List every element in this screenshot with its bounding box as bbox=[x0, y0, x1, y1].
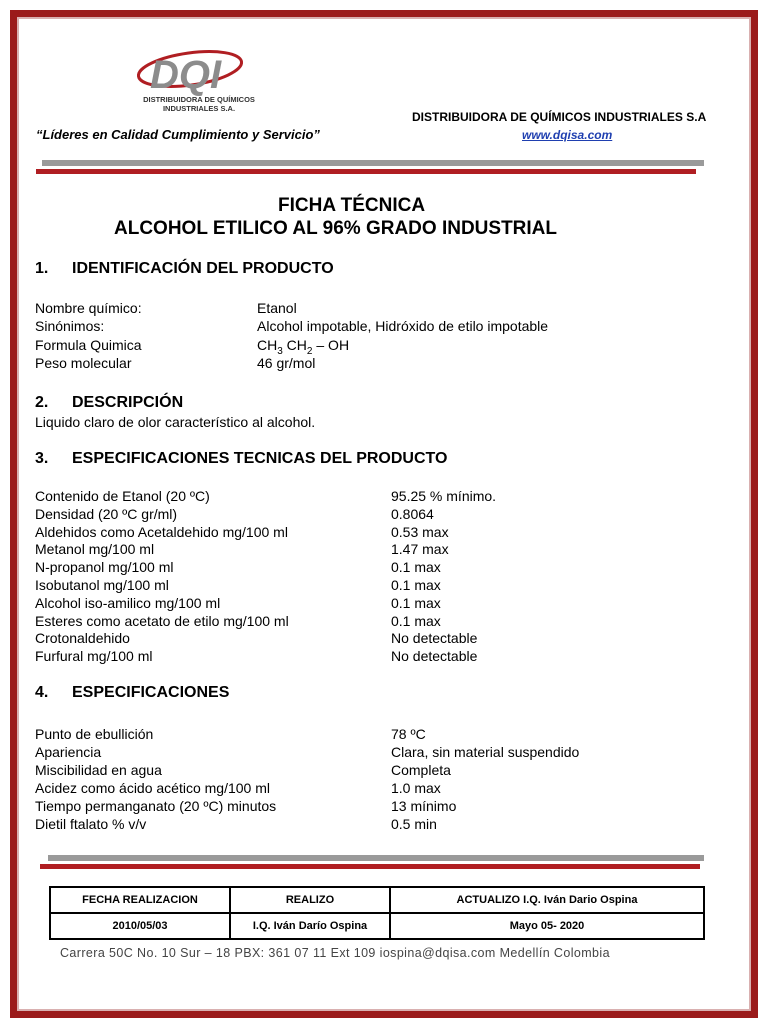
section-title: ESPECIFICACIONES bbox=[72, 684, 230, 701]
table-cell: I.Q. Iván Darío Ospina bbox=[230, 913, 390, 939]
footer-divider-red bbox=[40, 864, 700, 869]
spec-value: 0.1 max bbox=[391, 577, 441, 593]
spec-value: 1.0 max bbox=[391, 780, 441, 796]
spec-value: 0.1 max bbox=[391, 559, 441, 576]
slogan: “Líderes en Calidad Cumplimiento y Servicio” bbox=[36, 127, 320, 142]
description-text: Liquido claro de olor característico al alcohol. bbox=[35, 414, 316, 430]
spec-value: Completa bbox=[391, 762, 451, 778]
spec-value: 0.53 max bbox=[391, 523, 449, 540]
spec-label: Acidez como ácido acético mg/100 ml bbox=[35, 780, 270, 796]
doc-title: FICHA TÉCNICA bbox=[278, 195, 426, 216]
spec-value: 0.1 max bbox=[391, 612, 441, 629]
table-cell: REALIZO bbox=[230, 887, 390, 913]
spec-label: Aldehidos como Acetaldehido mg/100 ml bbox=[35, 523, 288, 540]
spec-label: Alcohol iso-amilico mg/100 ml bbox=[35, 594, 221, 611]
company-name: DISTRIBUIDORA DE QUÍMICOS INDUSTRIALES S.A bbox=[412, 110, 707, 124]
spec-label: Dietil ftalato % v/v bbox=[35, 816, 147, 832]
spec-label: Isobutanol mg/100 ml bbox=[35, 577, 169, 593]
table-cell: FECHA REALIZACION bbox=[50, 887, 230, 913]
section-1-heading bbox=[35, 260, 334, 278]
table-row bbox=[50, 887, 704, 913]
spec-value: Clara, sin material suspendido bbox=[391, 744, 580, 760]
spec-label: Tiempo permanganato (20 ºC) minutos bbox=[35, 798, 277, 814]
section-number: 2. bbox=[35, 394, 49, 411]
table-cell: 2010/05/03 bbox=[50, 913, 230, 939]
spec-label: Metanol mg/100 ml bbox=[35, 541, 155, 558]
product-title: ALCOHOL ETILICO AL 96% GRADO INDUSTRIAL bbox=[114, 218, 558, 239]
spec-label: Formula Quimica bbox=[35, 337, 142, 353]
table-row bbox=[50, 913, 704, 939]
header-divider-gray bbox=[42, 160, 704, 166]
website-link[interactable]: www.dqisa.com bbox=[522, 128, 613, 142]
header-divider-red bbox=[36, 169, 696, 174]
spec-value: 0.5 min bbox=[391, 816, 437, 832]
spec-value: 95.25 % mínimo. bbox=[391, 488, 497, 504]
spec-value: No detectable bbox=[391, 648, 478, 665]
footer-address: Carrera 50C No. 10 Sur – 18 PBX: 361 07 11 Ext 109 iospina@dqisa.com Medellín Colombia bbox=[60, 946, 610, 960]
revision-table bbox=[49, 886, 705, 940]
section-number: 4. bbox=[35, 684, 49, 701]
spec-label: Apariencia bbox=[35, 744, 102, 760]
section-title: IDENTIFICACIÓN DEL PRODUCTO bbox=[72, 260, 334, 277]
spec-label: Nombre químico: bbox=[35, 300, 142, 316]
spec-label: Furfural mg/100 ml bbox=[35, 648, 153, 665]
footer-divider-gray bbox=[48, 855, 704, 861]
spec-label: Esteres como acetato de etilo mg/100 ml bbox=[35, 612, 289, 629]
table-cell: ACTUALIZO I.Q. Iván Dario Ospina bbox=[390, 887, 704, 913]
spec-label: N-propanol mg/100 ml bbox=[35, 559, 174, 576]
spec-value: 0.8064 bbox=[391, 505, 434, 522]
section-number: 3. bbox=[35, 450, 49, 467]
section-title: DESCRIPCIÓN bbox=[72, 394, 184, 411]
spec-value: 78 ºC bbox=[391, 726, 426, 742]
spec-value: 0.1 max bbox=[391, 594, 441, 611]
spec-value: 1.47 max bbox=[391, 541, 449, 558]
section-2-heading bbox=[35, 394, 183, 412]
spec-label: Punto de ebullición bbox=[35, 726, 154, 742]
spec-label: Miscibilidad en agua bbox=[35, 762, 162, 778]
section-number: 1. bbox=[35, 260, 49, 277]
section-3-heading bbox=[35, 450, 447, 468]
spec-value: 13 mínimo bbox=[391, 798, 457, 814]
logo-text: DQI bbox=[150, 53, 222, 97]
spec-value: Etanol bbox=[257, 300, 297, 316]
section-title: ESPECIFICACIONES TECNICAS DEL PRODUCTO bbox=[72, 450, 448, 467]
spec-value: No detectable bbox=[391, 630, 478, 647]
logo-subtitle: DISTRIBUIDORA DE QUÍMICOS INDUSTRIALES S.A. bbox=[143, 95, 255, 113]
spec-label: Peso molecular bbox=[35, 355, 132, 371]
spec-label: Sinónimos: bbox=[35, 318, 105, 334]
spec-value: Alcohol impotable, Hidróxido de etilo impotable bbox=[257, 318, 549, 334]
spec-label: Densidad (20 ºC gr/ml) bbox=[35, 505, 178, 522]
formula-value: $CH_3$ $CH_2$ – OH bbox=[257, 337, 350, 357]
table-cell: Mayo 05- 2020 bbox=[390, 913, 704, 939]
spec-value: 46 gr/mol bbox=[257, 355, 316, 371]
spec-label: Crotonaldehido bbox=[35, 630, 130, 647]
section-4-heading bbox=[35, 684, 229, 702]
spec-label: Contenido de Etanol (20 ºC) bbox=[35, 488, 210, 504]
